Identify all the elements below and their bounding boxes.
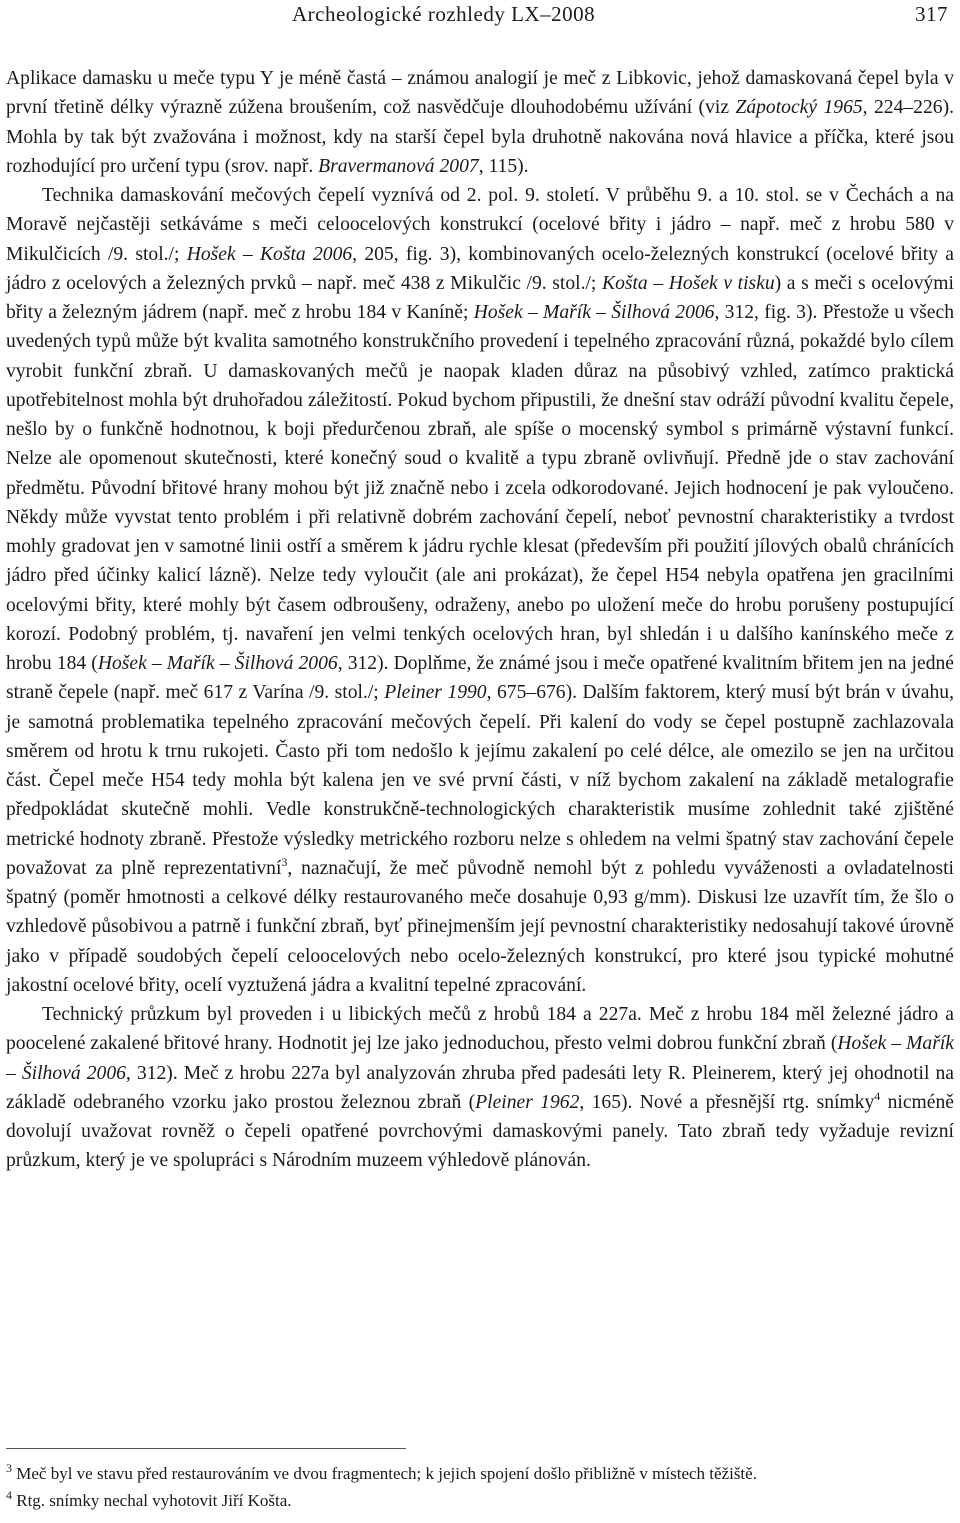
citation: Pleiner 1962 [475,1091,580,1113]
text-run: , 205, fig. 3), kombinovaných ocelo-železných konstrukcí (ocelové břity a jádro z ocelových a železných prvků – např. meč 438 z Mikulčic /9. stol./; [6,243,954,294]
text-run: , naznačují, že meč původně nemohl být z pohledu vyváženosti a ovladatelnosti špatný (poměr hmotnosti a celkové délky restaurovaného meče dosahuje 0,93 g/mm). Diskusi lze uzavřít tím, že šlo o vzhledově působivou a patrně i funkční zbraň, byť přinejmenším její pevnostní charakteristiky nedosahují takové úrovně jako v případě soudobých čepelí celoocelových nebo ocelo-železných konstrukcí, pro které jsou typické mohutné jakostní ocelové břity, ocelí vyztužená jádra a kvalitní tepelné zpracování. [6,857,954,996]
footnote-reference: 3 [281,854,288,869]
running-header [292,2,948,26]
footnote [6,1460,954,1487]
text-run: ) a s meči s ocelovými břity a železným jádrem (např. meč z hrobu 184 v Kaníně; [6,272,954,323]
page-number: 317 [915,2,948,26]
citation: Zápotocký 1965 [735,97,863,119]
citation: Hošek – Mařík – Šilhová 2006 [473,302,715,323]
text-run: , 675–676). Dalším faktorem, který musí být brán v úvahu, je samotná problematika tepelného zpracování mečových čepelí. Při kalení do vody se čepel postupně zachlazovala směrem od hrotu k trnu rukojeti. Často při tom nedošlo k jejímu zakalení po celé délce, ale omezilo se jen na určitou část. Čepel meče H54 tedy mohla být kalena jen ve své první části, v níž bychom zakalení na základě metalografie předpokládat skutečně mohli. Vedle konstrukčně-technologických charakteristik musíme zohlednit také zjištěné metrické hodnoty zbraně. Přestože výsledky metrického rozboru nelze s ohledem na velmi špatný stav zachování čepele považovat za plně reprezentativní [6,682,954,879]
text-run: , 312). Doplňme, že známé jsou i meče opatřené kvalitním břitem jen na jedné straně čepele (např. meč 617 z Varína /9. stol./; [6,653,954,704]
text-run: , 115). [478,155,529,177]
paragraph [6,181,954,1000]
paragraph [6,64,954,181]
citation: Košta – Hošek v tisku [602,272,775,294]
text-run: Technika damaskování mečových čepelí vyznívá od 2. pol. 9. století. V průběhu 9. a 10. stol. se v Čechách a na Moravě nejčastěji setkáváme s meči celoocelových konstrukcí (ocelové břity i jádro – např. meč z hrobu 580 v Mikulčicích /9. stol./; [6,185,954,265]
text-run: nicméně dovolují uvažovat rovněž o čepeli opatřené povrchovými damaskovými panely. Tato zbraň tedy vyžaduje revizní průzkum, který je ve spolupráci s Národním muzeem výhledově plánován. [6,1091,954,1172]
text-run: , 312). Meč z hrobu 227a byl analyzován zhruba před padesáti lety R. Pleinerem, který jej ohodnotil na základě odebraného vzorku jako prostou železnou zbraň ( [6,1062,954,1113]
citation: Hošek – Košta 2006 [186,243,353,265]
footnote-text: Rtg. snímky nechal vyhotovit Jiří Košta. [12,1491,292,1510]
text-run: Aplikace damasku u meče typu Y je méně častá – známou analogií je meč z Libkovic, jehož damaskovaná čepel byla v první třetině délky výrazně zúžena broušením, což nasvědčuje dlouhodobému užívání (viz [6,68,954,119]
citation: Hošek – Mařík – Šilhová 2006 [97,653,338,674]
text-run: Technický průzkum byl proveden i u libických mečů z hrobů 184 a 227a. Meč z hrobu 184 měl železné jádro a poocelené zakalené břitové hrany. Hodnotit jej lze jako jednoduchou, přesto velmi dobrou funkční zbraň ( [6,1004,954,1055]
footnote-separator [6,1448,406,1449]
footnote [6,1487,954,1514]
footnote-text: Meč byl ve stavu před restaurováním ve dvou fragmentech; k jejich spojení došlo přibližně v místech těžiště. [12,1464,757,1483]
footnote-number: 3 [6,1461,12,1475]
footnote-reference: 4 [874,1088,881,1103]
footnotes [6,1460,954,1514]
text-run: , 165). Nové a přesnější rtg. snímky [579,1091,875,1113]
journal-title: Archeologické rozhledy LX–2008 [292,2,596,26]
citation: Pleiner 1990 [384,682,487,704]
text-run: , 224–226). Mohla by tak být zvažována i možnost, kdy na starší čepel byla druhotně nakována nová hlavice a příčka, které jsou rozhodující pro určení typu (srov. např. [6,97,954,177]
text-run: , 312, fig. 3). Přestože u všech uvedených typů může být kvalita samotného konstrukčního provedení i tepelného zpracování různá, pokaždé bylo cílem vyrobit funkční zbraň. U damaskovaných mečů je naopak kladen důraz na působivý vzhled, zatímco praktická upotřebitelnost mohla být druhořadou záležitostí. Pokud bychom připustili, že dnešní stav odráží původní kvalitu čepele, nešlo by o funkčně hodnotnou, k boji předurčenou zbraň, ale spíše o mocenský symbol s primárně výstavní funkcí. Nelze ale opomenout skutečnosti, které konečný soud o kvalitě a typu zbraně ovlivňují. Předně jde o stav zachování předmětu. Původní břitové hrany mohou být již značně nebo i zcela odkorodované. Jejich hodnocení je pak vyloučeno. Někdy může vyvstat tento problém i při relativně dobrém zachování čepelí, neboť pevnostní charakteristiky a tvrdost mohly gradovat jen v samotné linii ostří a směrem k jádru rychle klesat (především při použití jílových obalů chránících jádro před účinky kalicí lázně). Nelze tedy vyloučit (ale ani prokázat), že čepel H54 nebyla opatřena jen gracilními ocelovými břity, které mohly být časem odbroušeny, odraženy, anebo po uložení meče do hrobu porušeny postupující korozí. Podobný problém, tj. navaření jen velmi tenkých ocelových hran, byl shledán i u dalšího kanínského meče z hrobu 184 ( [6,302,954,674]
body-text [6,64,954,1176]
footnote-number: 4 [6,1488,12,1502]
paragraph [6,1000,954,1176]
citation: Bravermanová 2007 [318,155,479,177]
citation: Hošek – Mařík – Šilhová 2006 [6,1033,954,1084]
